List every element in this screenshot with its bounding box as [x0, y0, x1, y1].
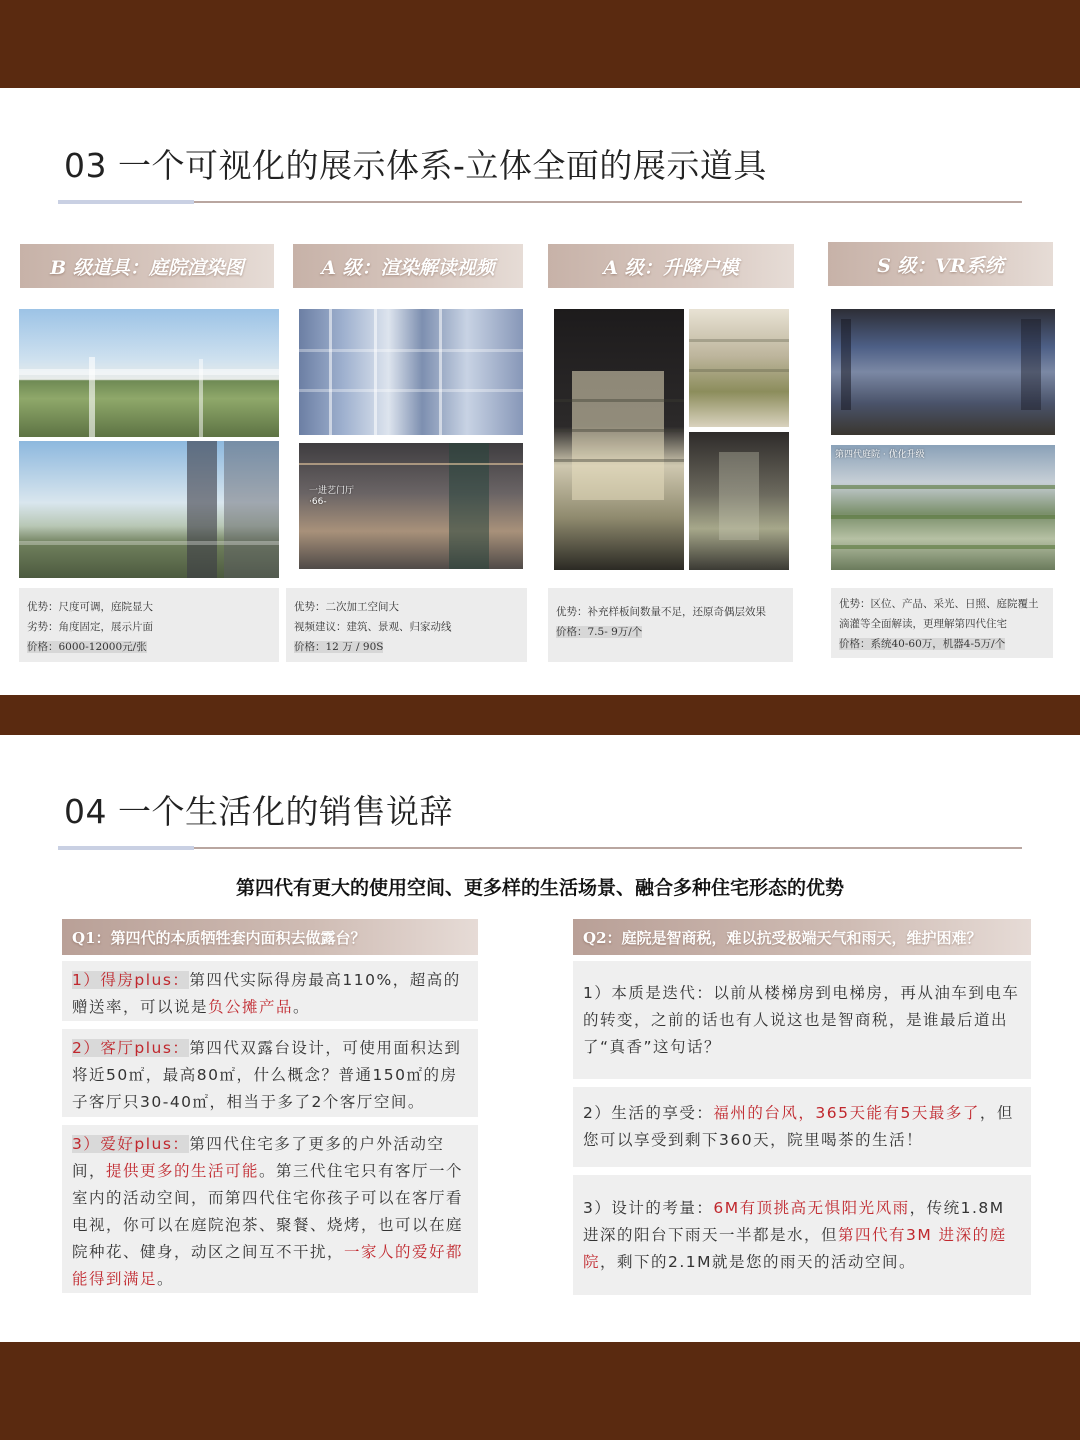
building-video-frame-1	[299, 309, 523, 435]
info-b-render	[19, 588, 279, 662]
q2-answer-3-text: ，传统1.8M进深的阳台下雨天一半都是水，但	[583, 1198, 1005, 1244]
q1-answer-2	[62, 1029, 478, 1117]
price-text: 价格：6000-12000元/张	[27, 641, 147, 653]
bottom-band	[0, 1342, 1080, 1440]
q1-answer-3-highlight-2: 一家人的爱好都能得到满足	[72, 1243, 464, 1288]
info-s-vr	[831, 588, 1053, 658]
tag-a-model: A 级：升降户模	[548, 244, 794, 288]
garden-render-photo-1	[19, 309, 279, 437]
info-a-model	[548, 588, 793, 662]
q2-answer-1-text: 1）本质是迭代：以前从楼梯房到电梯房，再从油车到电车的转变，之前的话也有人说这也是智商税，是谁最后道出了“真香”这句话？	[583, 983, 1020, 1056]
price-text: 价格：12 万 / 90S	[294, 641, 384, 653]
q1-answer-2-lead: 2）客厅plus：	[72, 1039, 190, 1057]
info-line: 视频建议：建筑、景观、归家动线	[294, 621, 452, 633]
info-line: 优势：区位、产品、采光、日照、庭院覆土滴灌等全面解读，更理解第四代住宅	[839, 598, 1039, 630]
q2-answer-3-highlight-2: 第四代有3M 进深的庭院	[583, 1225, 1007, 1271]
q2-answer-3-highlight: 6M有顶挑高无惧阳光风雨	[713, 1198, 910, 1217]
q1-answer-3-highlight: 提供更多的生活可能	[106, 1162, 260, 1180]
q1-answer-1-highlight: 负公摊产品	[208, 998, 294, 1016]
q1-answer-3-text: 第四代住宅多了更多的户外活动空间，	[72, 1135, 445, 1180]
vr-overlay-text: 第四代庭院 · 优化升级	[835, 450, 925, 460]
info-line: 优势：补充样板间数量不足，还原奇偶层效果	[556, 606, 766, 618]
garden-render-photo-2	[19, 441, 279, 578]
tag-a-video: A 级：渲染解读视频	[293, 244, 523, 288]
q2-answer-1	[573, 961, 1031, 1079]
price-text: 价格：7.5- 9万/个	[556, 626, 643, 638]
section4-subtitle: 第四代有更大的使用空间、更多样的生活场景、融合多种住宅形态的优势	[235, 877, 844, 899]
video-overlay-text: 一进艺门厅	[309, 486, 355, 496]
info-a-video	[286, 588, 527, 662]
section3-title: 03 一个可视化的展示体系-立体全面的展示道具	[64, 146, 767, 185]
lift-model-photo-3	[689, 432, 789, 570]
q2-answer-3-end: ，剩下的2.1M就是您的雨天的活动空间。	[600, 1252, 917, 1271]
lobby-video-frame-2	[299, 443, 523, 569]
info-line: 劣势：角度固定，展示片面	[27, 621, 153, 633]
section4-rule	[58, 847, 1022, 849]
middle-band	[0, 695, 1080, 735]
q1-answer-3-text-2: 。第三代住宅只有客厅一个室内的活动空间，而第四代住宅你孩子可以在客厅看电视，你可以在庭院泡茶、聚餐、烧烤，也可以在庭院种花、健身，动区之间互不干扰，	[72, 1162, 464, 1261]
vr-building-photo	[831, 445, 1055, 570]
info-line: 优势：二次加工空间大	[294, 601, 399, 613]
vr-system-screen-photo	[831, 309, 1055, 435]
price-text: 价格：系统40-60万，机器4-5万/个	[839, 638, 1006, 650]
q2-answer-2-text: ，但您可以享受到剩下360天，院里喝茶的生活！	[583, 1104, 1014, 1149]
q2-answer-2-lead: 2）生活的享受：	[583, 1104, 714, 1122]
info-line: 优势：尺度可调，庭院显大	[27, 601, 153, 613]
lift-model-photo-2	[689, 309, 789, 427]
q1-answer-3	[62, 1125, 478, 1293]
q1-answer-3-lead: 3）爱好plus：	[72, 1135, 190, 1153]
section3-rule	[58, 201, 1022, 203]
q1-answer-2-text: 第四代双露台设计，可使用面积达到将近50㎡，最高80㎡，什么概念？普通150㎡的房子客厅只30-40㎡，相当于多了2个客厅空间。	[72, 1039, 462, 1111]
q2-heading: Q2：庭院是智商税，难以抗受极端天气和雨天，维护困难？	[573, 919, 1031, 955]
q2-answer-2	[573, 1087, 1031, 1167]
q2-answer-2-highlight: 福州的台风，365天能有5天最多了	[713, 1104, 980, 1122]
top-band	[0, 0, 1080, 88]
q1-answer-1-end: 。	[293, 998, 311, 1016]
tag-s-vr: S 级：VR系统	[828, 242, 1053, 286]
q1-answer-1	[62, 961, 478, 1021]
section4-title: 04 一个生活化的销售说辞	[64, 792, 453, 831]
video-overlay-text: ·66-	[309, 497, 327, 507]
q1-answer-1-lead: 1）得房plus：	[72, 971, 190, 989]
q1-answer-1-text: 第四代实际得房最高110%，超高的赠送率，可以说是	[72, 971, 461, 1016]
q1-heading: Q1：第四代的本质牺牲套内面积去做露台？	[62, 919, 478, 955]
q2-answer-3	[573, 1175, 1031, 1295]
q1-answer-3-end: 。	[157, 1270, 175, 1288]
tag-b-render: B 级道具：庭院渲染图	[20, 244, 274, 288]
q2-answer-3-lead: 3）设计的考量：	[583, 1198, 714, 1217]
lift-model-photo-main	[554, 309, 684, 570]
